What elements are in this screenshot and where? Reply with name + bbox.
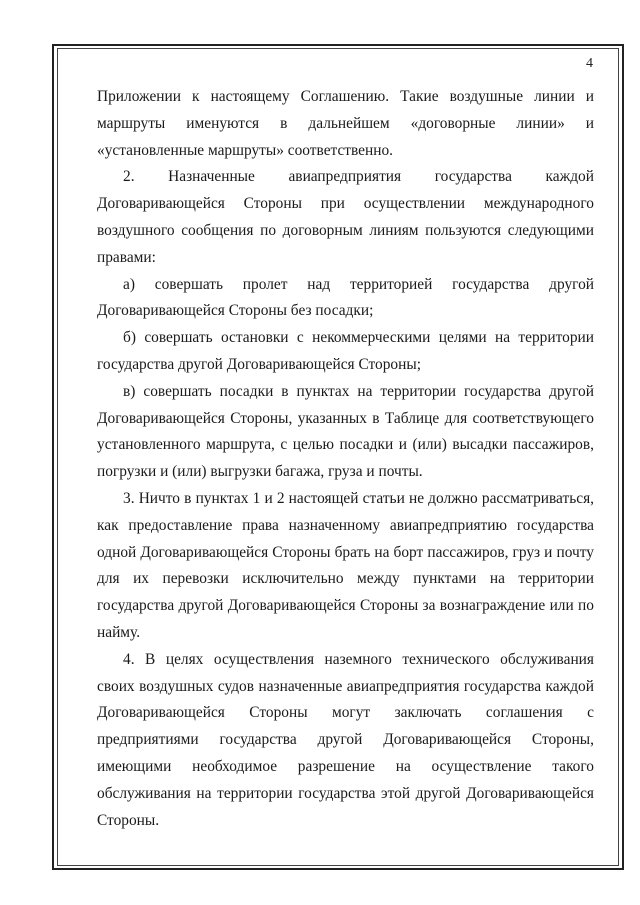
paragraph-item-2: 2. Назначенные авиапредприятия государства каждой Договаривающейся Стороны при осуществлении международного воздушного сообщения по договорным линиям пользуются следующими правами: [97,168,594,266]
paragraph-item-4: 4. В целях осуществления наземного технического обслуживания своих воздушных судов назначенные авиапредприятия государства каждой Договаривающейся Стороны могут заключать соглашения с предприятиями государства другой Договаривающейся Стороны, имеющими необходимое разрешение на осуществление такого обслуживания на территории государства этой другой Договаривающейся Стороны. [97,650,594,829]
paragraph-subitem-c: в) совершать посадки в пунктах на территории государства другой Договаривающейся Стороны, указанных в Таблице для соответствующего установленного маршрута, с целью посадки и (или) высадки пассажиров, погрузки и (или) выгрузки багажа, груза и почты. [97,382,594,481]
page-number: 4 [586,56,593,71]
paragraph-subitem-b: б) совершать остановки с некоммерческими целями на территории государства другой Договаривающейся Стороны; [97,329,594,373]
paragraph-continuation: Приложении к настоящему Соглашению. Такие воздушные линии и маршруты именуются в дальнейшем «договорные линии» и «установленные маршруты» соответственно. [97,88,594,159]
paragraph-subitem-a: а) совершать пролет над территорией государства другой Договаривающейся Стороны без посадки; [97,275,594,320]
document-body [97,84,594,834]
paragraph-item-3: 3. Ничто в пунктах 1 и 2 настоящей статьи не должно рассматриваться, как предоставление права назначенному авиапредприятию государства одной Договаривающейся Стороны брать на борт пассажиров, груз и почту для их перевозки исключительно между пунктами на территории государства другой Договаривающейся Стороны за вознаграждение или по найму. [97,489,594,641]
